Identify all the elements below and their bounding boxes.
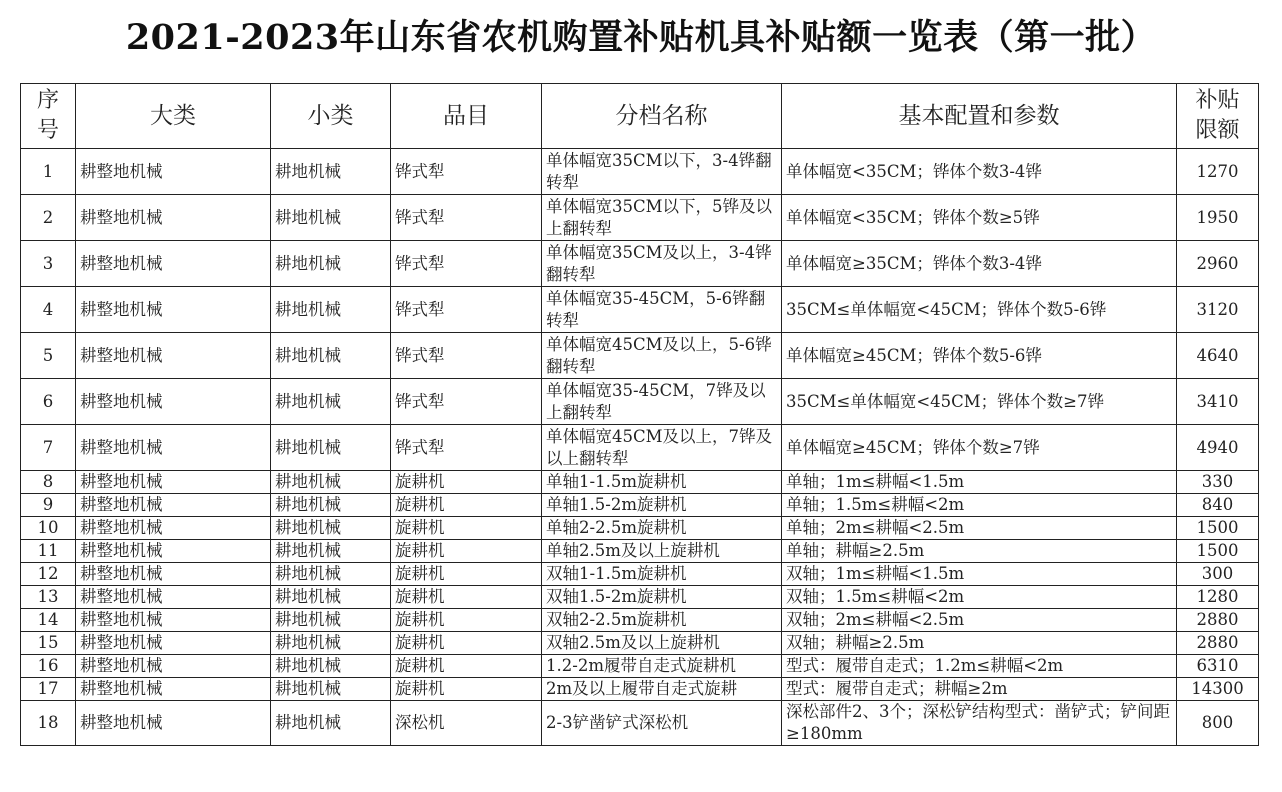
table-row: [21, 678, 1259, 701]
amount-cell: 3410: [1177, 379, 1259, 425]
category-cell: 耕整地机械: [76, 471, 271, 494]
table-row: [21, 586, 1259, 609]
table-row: [21, 287, 1259, 333]
amount-cell: 14300: [1177, 678, 1259, 701]
table-row: [21, 701, 1259, 746]
config-cell: 双轴；1m≤耕幅<1.5m: [782, 563, 1177, 586]
subcategory-cell: 耕地机械: [271, 425, 391, 471]
table-row: [21, 609, 1259, 632]
config-cell: 单轴；耕幅≥2.5m: [782, 540, 1177, 563]
seq-cell: 3: [21, 241, 76, 287]
item-cell: 深松机: [391, 701, 542, 746]
config-cell: 型式：履带自走式；耕幅≥2m: [782, 678, 1177, 701]
subcategory-cell: 耕地机械: [271, 149, 391, 195]
tier-name-cell: 单轴1.5-2m旋耕机: [542, 494, 782, 517]
tier-name-cell: 双轴1.5-2m旋耕机: [542, 586, 782, 609]
table-row: [21, 333, 1259, 379]
amount-cell: 4940: [1177, 425, 1259, 471]
config-cell: 单体幅宽≥45CM；铧体个数≥7铧: [782, 425, 1177, 471]
header-tier: 分档名称: [542, 84, 782, 149]
subcategory-cell: 耕地机械: [271, 195, 391, 241]
subcategory-cell: 耕地机械: [271, 586, 391, 609]
config-cell: 双轴；1.5m≤耕幅<2m: [782, 586, 1177, 609]
category-cell: 耕整地机械: [76, 655, 271, 678]
category-cell: 耕整地机械: [76, 149, 271, 195]
item-cell: 铧式犁: [391, 287, 542, 333]
seq-cell: 1: [21, 149, 76, 195]
amount-cell: 1270: [1177, 149, 1259, 195]
amount-cell: 3120: [1177, 287, 1259, 333]
subcategory-cell: 耕地机械: [271, 540, 391, 563]
seq-cell: 5: [21, 333, 76, 379]
tier-name-cell: 单体幅宽35CM以下，5铧及以上翻转犁: [542, 195, 782, 241]
table-row: [21, 494, 1259, 517]
seq-cell: 6: [21, 379, 76, 425]
config-cell: 单轴；2m≤耕幅<2.5m: [782, 517, 1177, 540]
subcategory-cell: 耕地机械: [271, 471, 391, 494]
table-row: [21, 149, 1259, 195]
category-cell: 耕整地机械: [76, 586, 271, 609]
subcategory-cell: 耕地机械: [271, 632, 391, 655]
table-row: [21, 471, 1259, 494]
item-cell: 旋耕机: [391, 517, 542, 540]
category-cell: 耕整地机械: [76, 494, 271, 517]
config-cell: 单体幅宽≥45CM；铧体个数5-6铧: [782, 333, 1177, 379]
config-cell: 单体幅宽≥35CM；铧体个数3-4铧: [782, 241, 1177, 287]
amount-cell: 2880: [1177, 632, 1259, 655]
item-cell: 铧式犁: [391, 149, 542, 195]
table-row: [21, 425, 1259, 471]
tier-name-cell: 单轴2-2.5m旋耕机: [542, 517, 782, 540]
table-row: [21, 540, 1259, 563]
subcategory-cell: 耕地机械: [271, 379, 391, 425]
table-row: [21, 195, 1259, 241]
seq-cell: 2: [21, 195, 76, 241]
tier-name-cell: 单轴2.5m及以上旋耕机: [542, 540, 782, 563]
subcategory-cell: 耕地机械: [271, 517, 391, 540]
amount-cell: 330: [1177, 471, 1259, 494]
item-cell: 旋耕机: [391, 540, 542, 563]
tier-name-cell: 2-3铲凿铲式深松机: [542, 701, 782, 746]
header-seq: 序 号: [21, 84, 76, 149]
amount-cell: 2960: [1177, 241, 1259, 287]
subcategory-cell: 耕地机械: [271, 563, 391, 586]
category-cell: 耕整地机械: [76, 379, 271, 425]
category-cell: 耕整地机械: [76, 678, 271, 701]
header-config: 基本配置和参数: [782, 84, 1177, 149]
item-cell: 铧式犁: [391, 379, 542, 425]
config-cell: 双轴；耕幅≥2.5m: [782, 632, 1177, 655]
seq-cell: 13: [21, 586, 76, 609]
seq-cell: 7: [21, 425, 76, 471]
subcategory-cell: 耕地机械: [271, 678, 391, 701]
category-cell: 耕整地机械: [76, 701, 271, 746]
subcategory-cell: 耕地机械: [271, 701, 391, 746]
table-row: [21, 241, 1259, 287]
item-cell: 旋耕机: [391, 586, 542, 609]
tier-name-cell: 单体幅宽35CM以下，3-4铧翻转犁: [542, 149, 782, 195]
seq-cell: 18: [21, 701, 76, 746]
tier-name-cell: 双轴1-1.5m旋耕机: [542, 563, 782, 586]
seq-cell: 17: [21, 678, 76, 701]
header-subcategory: 小类: [271, 84, 391, 149]
amount-cell: 1500: [1177, 540, 1259, 563]
tier-name-cell: 单体幅宽35CM及以上，3-4铧翻转犁: [542, 241, 782, 287]
seq-cell: 12: [21, 563, 76, 586]
item-cell: 铧式犁: [391, 195, 542, 241]
item-cell: 旋耕机: [391, 678, 542, 701]
config-cell: 双轴；2m≤耕幅<2.5m: [782, 609, 1177, 632]
item-cell: 旋耕机: [391, 609, 542, 632]
amount-cell: 1950: [1177, 195, 1259, 241]
tier-name-cell: 双轴2-2.5m旋耕机: [542, 609, 782, 632]
subsidy-table: [20, 83, 1259, 746]
table-row: [21, 517, 1259, 540]
amount-cell: 300: [1177, 563, 1259, 586]
amount-cell: 1280: [1177, 586, 1259, 609]
category-cell: 耕整地机械: [76, 241, 271, 287]
table-body: [21, 149, 1259, 746]
header-amount: 补贴 限额: [1177, 84, 1259, 149]
seq-cell: 4: [21, 287, 76, 333]
amount-cell: 6310: [1177, 655, 1259, 678]
item-cell: 铧式犁: [391, 425, 542, 471]
tier-name-cell: 1.2-2m履带自走式旋耕机: [542, 655, 782, 678]
tier-name-cell: 单体幅宽45CM及以上，7铧及以上翻转犁: [542, 425, 782, 471]
config-cell: 深松部件2、3个；深松铲结构型式：凿铲式；铲间距≥180mm: [782, 701, 1177, 746]
config-cell: 单体幅宽<35CM；铧体个数≥5铧: [782, 195, 1177, 241]
header-category: 大类: [76, 84, 271, 149]
config-cell: 单轴；1.5m≤耕幅<2m: [782, 494, 1177, 517]
item-cell: 铧式犁: [391, 241, 542, 287]
item-cell: 铧式犁: [391, 333, 542, 379]
item-cell: 旋耕机: [391, 471, 542, 494]
category-cell: 耕整地机械: [76, 195, 271, 241]
amount-cell: 4640: [1177, 333, 1259, 379]
subcategory-cell: 耕地机械: [271, 241, 391, 287]
subcategory-cell: 耕地机械: [271, 655, 391, 678]
page-title: 2021-2023年山东省农机购置补贴机具补贴额一览表（第一批）: [125, 17, 1157, 58]
category-cell: 耕整地机械: [76, 609, 271, 632]
seq-cell: 10: [21, 517, 76, 540]
tier-name-cell: 双轴2.5m及以上旋耕机: [542, 632, 782, 655]
subcategory-cell: 耕地机械: [271, 333, 391, 379]
subcategory-cell: 耕地机械: [271, 609, 391, 632]
tier-name-cell: 单体幅宽45CM及以上，5-6铧翻转犁: [542, 333, 782, 379]
amount-cell: 800: [1177, 701, 1259, 746]
config-cell: 35CM≤单体幅宽<45CM；铧体个数5-6铧: [782, 287, 1177, 333]
seq-cell: 15: [21, 632, 76, 655]
header-item: 品目: [391, 84, 542, 149]
subcategory-cell: 耕地机械: [271, 494, 391, 517]
table-row: [21, 563, 1259, 586]
item-cell: 旋耕机: [391, 632, 542, 655]
amount-cell: 1500: [1177, 517, 1259, 540]
subcategory-cell: 耕地机械: [271, 287, 391, 333]
category-cell: 耕整地机械: [76, 425, 271, 471]
item-cell: 旋耕机: [391, 655, 542, 678]
config-cell: 35CM≤单体幅宽<45CM；铧体个数≥7铧: [782, 379, 1177, 425]
item-cell: 旋耕机: [391, 494, 542, 517]
table-row: [21, 632, 1259, 655]
seq-cell: 9: [21, 494, 76, 517]
category-cell: 耕整地机械: [76, 563, 271, 586]
config-cell: 型式：履带自走式；1.2m≤耕幅<2m: [782, 655, 1177, 678]
category-cell: 耕整地机械: [76, 632, 271, 655]
config-cell: 单轴；1m≤耕幅<1.5m: [782, 471, 1177, 494]
table-row: [21, 655, 1259, 678]
tier-name-cell: 单轴1-1.5m旋耕机: [542, 471, 782, 494]
seq-cell: 14: [21, 609, 76, 632]
item-cell: 旋耕机: [391, 563, 542, 586]
tier-name-cell: 2m及以上履带自走式旋耕: [542, 678, 782, 701]
tier-name-cell: 单体幅宽35-45CM，5-6铧翻转犁: [542, 287, 782, 333]
category-cell: 耕整地机械: [76, 287, 271, 333]
category-cell: 耕整地机械: [76, 540, 271, 563]
seq-cell: 11: [21, 540, 76, 563]
category-cell: 耕整地机械: [76, 333, 271, 379]
table-header-row: [21, 84, 1259, 149]
category-cell: 耕整地机械: [76, 517, 271, 540]
seq-cell: 8: [21, 471, 76, 494]
config-cell: 单体幅宽<35CM；铧体个数3-4铧: [782, 149, 1177, 195]
table-row: [21, 379, 1259, 425]
seq-cell: 16: [21, 655, 76, 678]
amount-cell: 2880: [1177, 609, 1259, 632]
tier-name-cell: 单体幅宽35-45CM，7铧及以上翻转犁: [542, 379, 782, 425]
amount-cell: 840: [1177, 494, 1259, 517]
